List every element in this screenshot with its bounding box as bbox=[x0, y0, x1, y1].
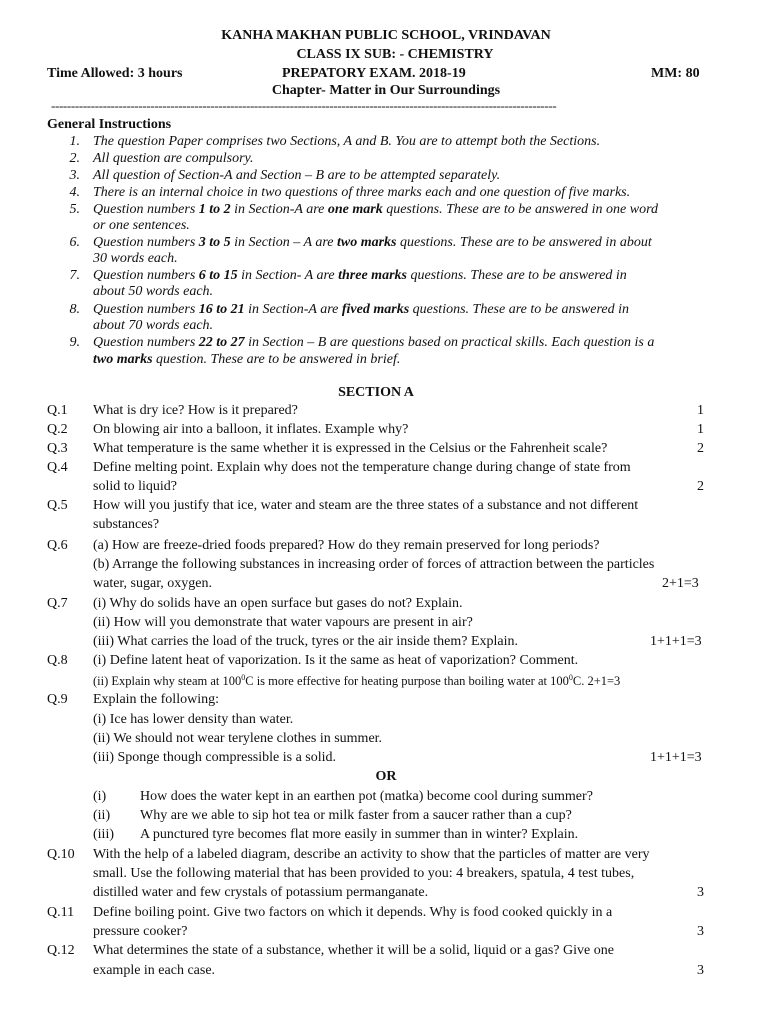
question-text: With the help of a labeled diagram, describe an activity to show that the particles of matter are very bbox=[93, 847, 650, 862]
degree-sup: 0 bbox=[241, 673, 246, 682]
instr-bold: fived marks bbox=[341, 302, 410, 317]
instr-item: All question of Section-A and Section – B are to be attempted separately. bbox=[93, 168, 501, 183]
question-number: Q.12 bbox=[47, 943, 75, 958]
or-label: OR bbox=[375, 769, 397, 784]
instr-num: 5. bbox=[69, 202, 80, 217]
instr-text: in Section – B are questions based on practical skills. Each question is a bbox=[244, 335, 655, 350]
instr-text: questions. These are to be answered in one word bbox=[382, 202, 659, 217]
question-text: water, sugar, oxygen. bbox=[93, 576, 213, 591]
question-marks: 2 bbox=[697, 441, 704, 456]
instr-text: Question numbers bbox=[93, 335, 199, 350]
question-number: Q.1 bbox=[47, 403, 68, 418]
instr-num: 7. bbox=[69, 268, 80, 283]
instr-text: in Section – A are bbox=[230, 235, 337, 250]
instr-item-cont: about 50 words each. bbox=[93, 284, 214, 299]
instr-text: Question numbers bbox=[93, 302, 199, 317]
instr-bold: two marks bbox=[93, 352, 153, 367]
question-text: (b) Arrange the following substances in increasing order of forces of attraction between the particles bbox=[93, 557, 655, 572]
instr-bold: three marks bbox=[338, 268, 407, 283]
max-marks: MM: 80 bbox=[651, 66, 700, 81]
instr-item bbox=[93, 335, 733, 351]
instr-bold: 6 to 15 bbox=[198, 268, 238, 283]
instr-num: 9. bbox=[69, 335, 80, 350]
question-text: solid to liquid? bbox=[93, 479, 177, 494]
instr-num: 8. bbox=[69, 302, 80, 317]
question-text: What determines the state of a substance, whether it will be a solid, liquid or a gas? Give one bbox=[93, 943, 614, 958]
instr-item bbox=[93, 268, 733, 284]
q8-text: (ii) Explain why steam at 100 bbox=[93, 674, 242, 689]
question-text: (iii) Sponge though compressible is a solid. bbox=[93, 750, 337, 765]
question-text: (ii) How will you demonstrate that water vapours are present in air? bbox=[93, 615, 473, 630]
section-title: SECTION A bbox=[338, 385, 414, 400]
instr-bold: 1 to 2 bbox=[198, 202, 231, 217]
question-marks: 3 bbox=[697, 963, 704, 978]
question-marks: 3 bbox=[697, 924, 704, 939]
question-number: Q.6 bbox=[47, 538, 68, 553]
instr-item-cont bbox=[93, 352, 733, 368]
question-text bbox=[93, 673, 620, 689]
time-allowed: Time Allowed: 3 hours bbox=[47, 66, 183, 81]
instr-num: 2. bbox=[69, 151, 80, 166]
instr-item-cont: 30 words each. bbox=[93, 251, 178, 266]
instr-text: questions. These are to be answered in about bbox=[396, 235, 652, 250]
instr-item bbox=[93, 302, 733, 318]
question-text: (i) Define latent heat of vaporization. Is it the same as heat of vaporization? Comment. bbox=[93, 653, 579, 668]
question-number: Q.10 bbox=[47, 847, 75, 862]
question-number: Q.2 bbox=[47, 422, 68, 437]
question-number: Q.9 bbox=[47, 692, 68, 707]
question-number: Q.4 bbox=[47, 460, 68, 475]
or-item-num: (i) bbox=[93, 789, 107, 804]
instr-bold: 22 to 27 bbox=[198, 335, 245, 350]
or-item-text: How does the water kept in an earthen pot (matka) become cool during summer? bbox=[140, 789, 593, 804]
question-text: Define melting point. Explain why does not the temperature change during change of state from bbox=[93, 460, 631, 475]
instr-text: questions. These are to be answered in bbox=[409, 302, 629, 317]
question-marks: 1+1+1=3 bbox=[650, 750, 702, 765]
question-text: What is dry ice? How is it prepared? bbox=[93, 403, 298, 418]
q8-text: C is more effective for heating purpose than boiling water at 100 bbox=[245, 674, 569, 689]
question-number: Q.11 bbox=[47, 905, 75, 920]
question-marks: 1 bbox=[697, 403, 704, 418]
instr-bold: two marks bbox=[336, 235, 397, 250]
or-item-num: (iii) bbox=[93, 827, 114, 842]
question-marks: 2+1=3 bbox=[662, 576, 699, 591]
instr-item-cont: about 70 words each. bbox=[93, 318, 214, 333]
instr-text: in Section-A are bbox=[244, 302, 342, 317]
question-number: Q.3 bbox=[47, 441, 68, 456]
or-item-text: Why are we able to sip hot tea or milk faster from a saucer rather than a cup? bbox=[140, 808, 572, 823]
question-text: (i) Ice has lower density than water. bbox=[93, 712, 294, 727]
instr-num: 4. bbox=[69, 185, 80, 200]
instr-num: 6. bbox=[69, 235, 80, 250]
instr-text: in Section-A are bbox=[230, 202, 328, 217]
or-item-num: (ii) bbox=[93, 808, 111, 823]
question-text: (a) How are freeze-dried foods prepared? How do they remain preserved for long periods? bbox=[93, 538, 600, 553]
question-text: Explain the following: bbox=[93, 692, 219, 707]
instr-item-cont: or one sentences. bbox=[93, 218, 190, 233]
question-text: How will you justify that ice, water and steam are the three states of a substance and not different bbox=[93, 498, 639, 513]
instr-num: 3. bbox=[69, 168, 80, 183]
question-text: (i) Why do solids have an open surface but gases do not? Explain. bbox=[93, 596, 463, 611]
question-text: On blowing air into a balloon, it inflates. Example why? bbox=[93, 422, 409, 437]
exam-title: PREPATORY EXAM. 2018-19 bbox=[282, 66, 466, 81]
question-marks: 1 bbox=[697, 422, 704, 437]
q8-text: C. 2+1=3 bbox=[572, 674, 621, 689]
instr-item: There is an internal choice in two questions of three marks each and one question of five marks. bbox=[93, 185, 631, 200]
question-text: (ii) We should not wear terylene clothes in summer. bbox=[93, 731, 383, 746]
instr-text: Question numbers bbox=[93, 202, 199, 217]
school-name: KANHA MAKHAN PUBLIC SCHOOL, VRINDAVAN bbox=[221, 28, 551, 43]
question-number: Q.5 bbox=[47, 498, 68, 513]
instr-text: in Section- A are bbox=[237, 268, 339, 283]
instr-text: Question numbers bbox=[93, 235, 199, 250]
instr-item bbox=[93, 235, 733, 251]
divider-line: ------------------------------------------------------------------------------------------------------------------------------- bbox=[51, 98, 557, 113]
class-subject: CLASS IX SUB: - CHEMISTRY bbox=[296, 47, 494, 62]
instructions-title: General Instructions bbox=[47, 117, 172, 132]
instr-item: All question are compulsory. bbox=[93, 151, 254, 166]
question-marks: 1+1+1=3 bbox=[650, 634, 702, 649]
instr-bold: 3 to 5 bbox=[198, 235, 231, 250]
instr-num: 1. bbox=[69, 134, 80, 149]
instr-item: The question Paper comprises two Sections, A and B. You are to attempt both the Sections. bbox=[93, 134, 601, 149]
question-text: small. Use the following material that has been provided to you: 4 breakers, spatula, 4 test tubes, bbox=[93, 866, 635, 881]
question-marks: 2 bbox=[697, 479, 704, 494]
question-text: substances? bbox=[93, 517, 160, 532]
question-text: example in each case. bbox=[93, 963, 216, 978]
instr-text: questions. These are to be answered in bbox=[406, 268, 627, 283]
instr-item bbox=[93, 202, 733, 218]
instr-text: Question numbers bbox=[93, 268, 199, 283]
question-text: distilled water and few crystals of potassium permanganate. bbox=[93, 885, 429, 900]
chapter-title: Chapter- Matter in Our Surroundings bbox=[271, 83, 501, 98]
or-item-text: A punctured tyre becomes flat more easily in summer than in winter? Explain. bbox=[140, 827, 579, 842]
question-text: pressure cooker? bbox=[93, 924, 188, 939]
instr-text: question. These are to be answered in brief. bbox=[152, 352, 401, 367]
instr-bold: 16 to 21 bbox=[198, 302, 245, 317]
question-number: Q.7 bbox=[47, 596, 68, 611]
question-text: Define boiling point. Give two factors on which it depends. Why is food cooked quickly in a bbox=[93, 905, 613, 920]
instr-bold: one mark bbox=[327, 202, 383, 217]
question-number: Q.8 bbox=[47, 653, 68, 668]
question-text: (iii) What carries the load of the truck, tyres or the air inside them? Explain. bbox=[93, 634, 519, 649]
question-text: What temperature is the same whether it is expressed in the Celsius or the Fahrenheit scale? bbox=[93, 441, 608, 456]
degree-sup: 0 bbox=[568, 673, 573, 682]
question-marks: 3 bbox=[697, 885, 704, 900]
